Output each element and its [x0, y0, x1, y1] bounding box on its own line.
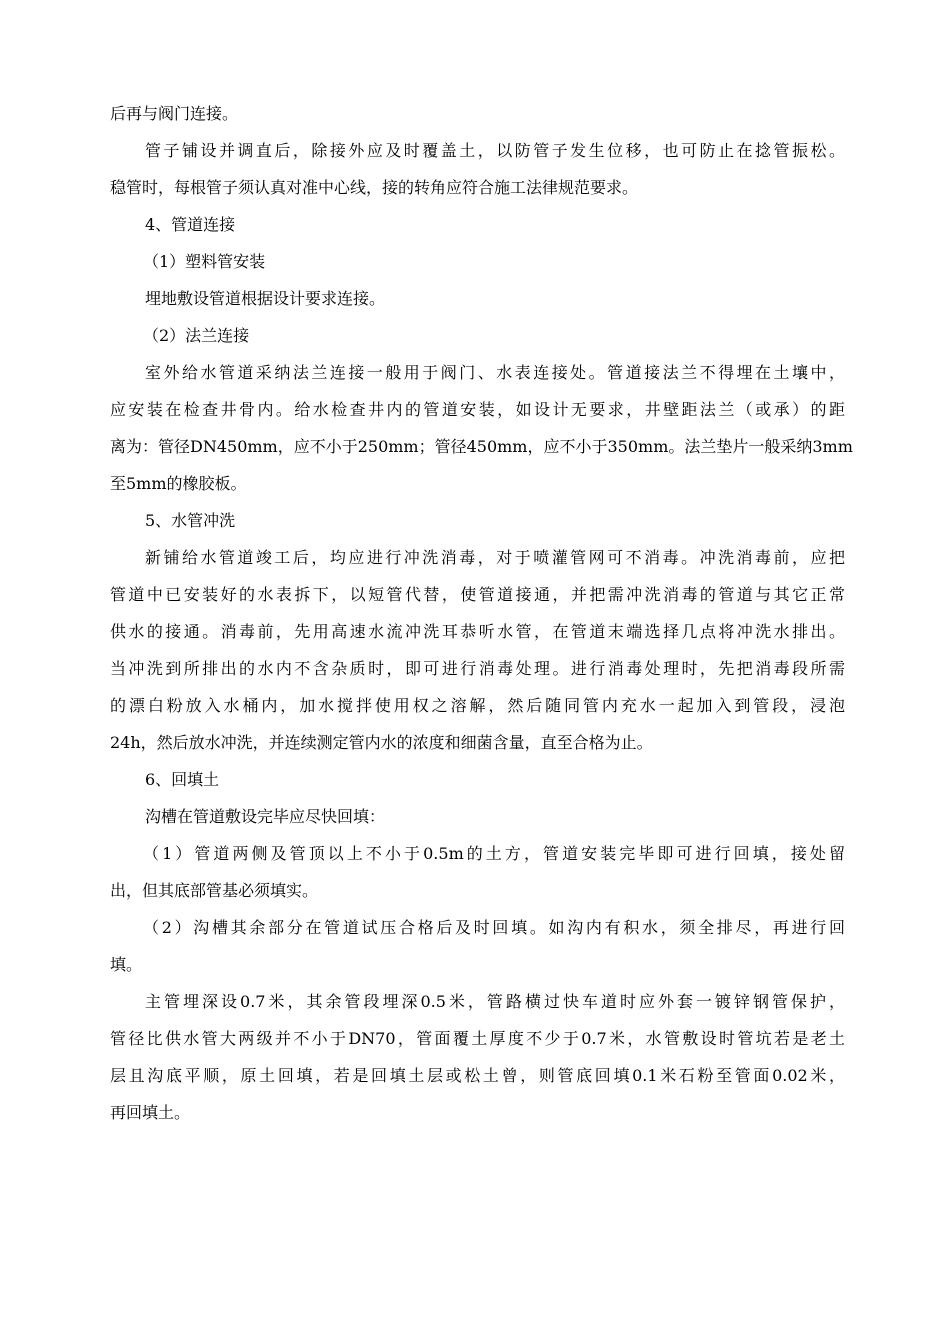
paragraph-line: 后再与阀门连接。 [110, 104, 239, 123]
section-heading: 5、水管冲洗 [145, 511, 236, 530]
paragraph-line: 供水的接通。消毒前，先用高速水流冲洗耳恭听水管，在管道末端选择几点将冲洗水排出。 [110, 622, 845, 641]
section-heading: 4、管道连接 [145, 215, 236, 234]
paragraph-line: 管径比供水管大两级并不小于DN70，管面覆土厚度不少于0.7米，水管敷设时管坑若是老土 [110, 1029, 845, 1048]
paragraph-line: （2）沟槽其余部分在管道试压合格后及时回填。如沟内有积水，须全排尽，再进行回 [143, 918, 845, 937]
paragraph-line: 室外给水管道采纳法兰连接一般用于阀门、水表连接处。管道接法兰不得埋在土壤中， [145, 363, 845, 382]
paragraph-line: 当冲洗到所排出的水内不含杂质时，即可进行消毒处理。进行消毒处理时，先把消毒段所需 [110, 659, 845, 678]
paragraph-line: 主管埋深设0.7米，其余管段埋深0.5米，管路横过快车道时应外套一镀锌钢管保护， [145, 992, 845, 1011]
paragraph-line: 层且沟底平顺，原土回填，若是回填土层或松土曾，则管底回填0.1米石粉至管面0.02米， [110, 1066, 845, 1085]
paragraph-line: 埋地敷设管道根据设计要求连接。 [145, 289, 386, 308]
subsection-heading: （1）塑料管安装 [143, 252, 266, 271]
paragraph-line: 出，但其底部管基必须填实。 [110, 881, 319, 900]
paragraph-line: 再回填土。 [110, 1103, 191, 1122]
paragraph-line: 管子铺设并调直后，除接外应及时覆盖土，以防管子发生位移，也可防止在捻管振松。 [145, 141, 845, 160]
paragraph-line: 填。 [110, 955, 143, 974]
section-heading: 6、回填土 [145, 770, 220, 789]
paragraph-line: 沟槽在管道敷设完毕应尽快回填： [145, 807, 386, 826]
paragraph-line: 24h，然后放水冲洗，并连续测定管内水的浓度和细菌含量，直至合格为止。 [110, 733, 653, 752]
document-body [110, 104, 853, 1123]
paragraph-line: 至5mm的橡胶板。 [110, 474, 247, 493]
paragraph-line: 离为：管径DN450mm，应不小于250mm；管径450mm，应不小于350mm。法兰垫片一般采纳3mm [110, 437, 853, 456]
paragraph-line: 管道中已安装好的水表拆下，以短管代替，使管道接通，并把需冲洗消毒的管道与其它正常 [110, 585, 845, 604]
subsection-heading: （2）法兰连接 [143, 326, 250, 345]
paragraph-line: （1）管道两侧及管顶以上不小于0.5m的土方，管道安装完毕即可进行回填，接处留 [143, 844, 845, 863]
paragraph-line: 应安装在检查井骨内。给水检查井内的管道安装，如设计无要求，井壁距法兰（或承）的距 [110, 400, 845, 419]
paragraph-line: 稳管时，每根管子须认真对准中心线，接的转角应符合施工法律规范要求。 [110, 178, 639, 197]
paragraph-line: 新铺给水管道竣工后，均应进行冲洗消毒，对于喷灌管网可不消毒。冲洗消毒前，应把 [145, 548, 845, 567]
paragraph-line: 的漂白粉放入水桶内，加水搅拌使用权之溶解，然后随同管内充水一起加入到管段，浸泡 [110, 696, 845, 715]
